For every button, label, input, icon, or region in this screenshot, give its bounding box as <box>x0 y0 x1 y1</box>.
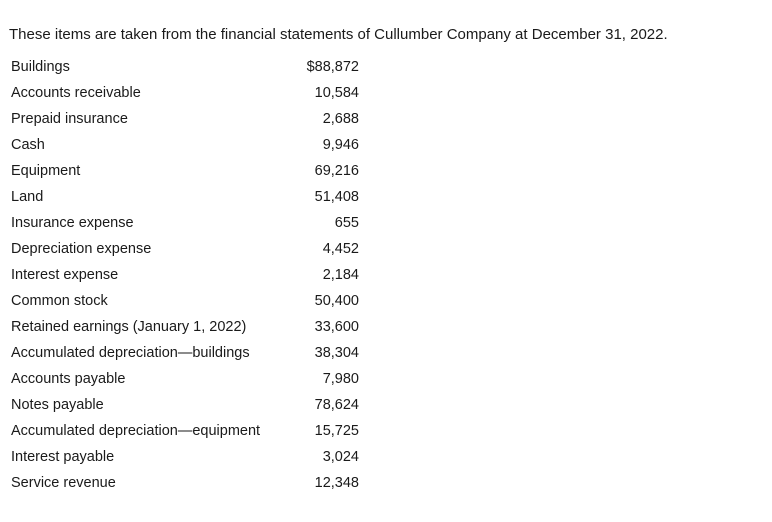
item-label: Interest expense <box>11 267 119 283</box>
item-label: Interest payable <box>11 449 115 465</box>
list-item <box>11 418 359 444</box>
item-label: Retained earnings (January 1, 2022) <box>11 319 247 335</box>
intro-text: These items are taken from the financial statements of Cullumber Company at December 31, 2022. <box>9 26 668 43</box>
item-value: 2,184 <box>322 267 359 283</box>
list-item <box>11 288 359 314</box>
item-value: 50,400 <box>314 293 359 309</box>
list-item <box>11 470 359 496</box>
list-item <box>11 262 359 288</box>
account-list <box>11 54 359 496</box>
item-value: 7,980 <box>322 371 359 387</box>
item-value: 655 <box>334 215 359 231</box>
item-label: Buildings <box>11 59 70 75</box>
item-label: Accumulated depreciation—buildings <box>11 345 250 361</box>
item-label: Prepaid insurance <box>11 111 128 127</box>
item-value: 51,408 <box>314 189 359 205</box>
item-label: Accounts payable <box>11 371 126 387</box>
list-item <box>11 106 359 132</box>
item-value: 38,304 <box>314 345 359 361</box>
item-value: 9,946 <box>322 137 359 153</box>
item-label: Accounts receivable <box>11 85 141 101</box>
item-value: 78,624 <box>314 397 359 413</box>
item-value: 2,688 <box>322 111 359 127</box>
item-label: Depreciation expense <box>11 241 152 257</box>
list-item <box>11 80 359 106</box>
list-item <box>11 236 359 262</box>
item-value: $88,872 <box>306 59 359 75</box>
item-value: 12,348 <box>314 475 359 491</box>
item-label: Common stock <box>11 293 108 309</box>
item-value: 4,452 <box>322 241 359 257</box>
list-item <box>11 54 359 80</box>
list-item <box>11 184 359 210</box>
item-label: Insurance expense <box>11 215 134 231</box>
list-item <box>11 392 359 418</box>
item-label: Cash <box>11 137 45 153</box>
list-item <box>11 210 359 236</box>
item-value: 10,584 <box>314 85 359 101</box>
item-label: Equipment <box>11 163 81 179</box>
item-value: 15,725 <box>314 423 359 439</box>
item-label: Notes payable <box>11 397 104 413</box>
item-value: 69,216 <box>314 163 359 179</box>
list-item <box>11 132 359 158</box>
item-label: Service revenue <box>11 475 116 491</box>
item-label: Land <box>11 189 44 205</box>
item-value: 33,600 <box>314 319 359 335</box>
list-item <box>11 444 359 470</box>
list-item <box>11 366 359 392</box>
list-item <box>11 314 359 340</box>
list-item <box>11 158 359 184</box>
item-label: Accumulated depreciation—equipment <box>11 423 261 439</box>
list-item <box>11 340 359 366</box>
item-value: 3,024 <box>322 449 359 465</box>
